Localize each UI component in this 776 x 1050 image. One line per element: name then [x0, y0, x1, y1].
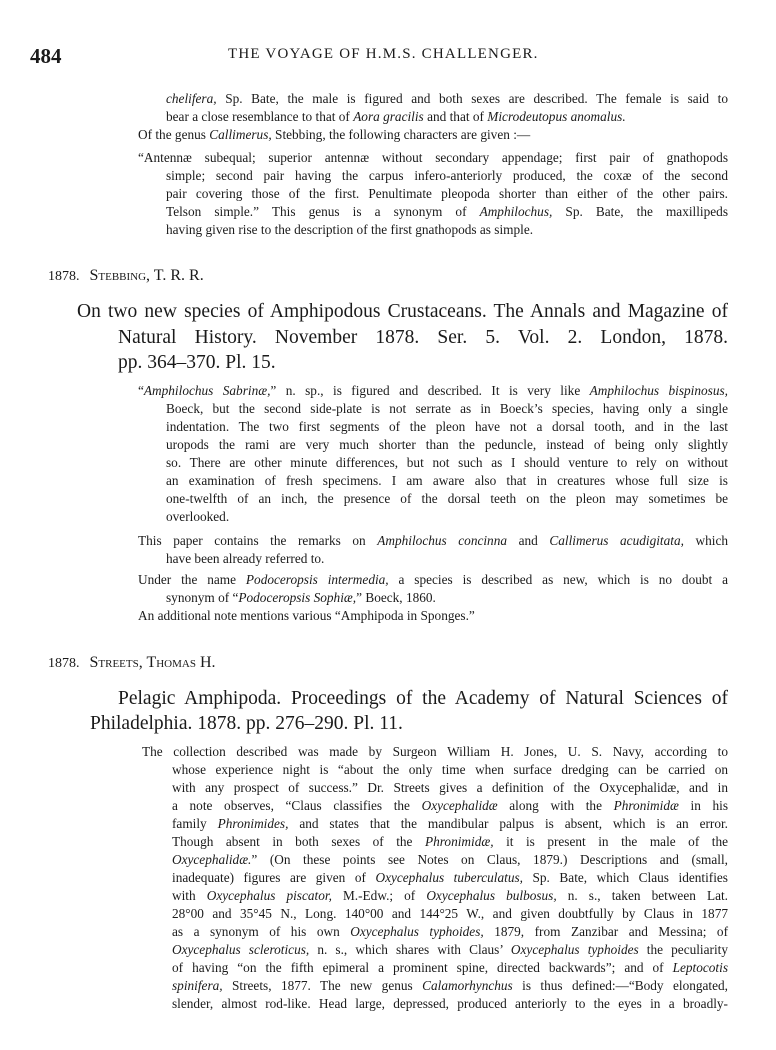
text-line: 28°00 and 35°45 N., Long. 140°00 and 144°25 W., and given doubtfully by Claus in 1877	[172, 906, 728, 921]
text-line: uropods the rami are very much shorter than the peduncle, instead of being only slightly	[166, 437, 728, 452]
text-line: chelifera, Sp. Bate, the male is figured and both sexes are described. The female is said to	[166, 91, 728, 106]
text-line: so. There are other minute differences, but not such as I should venture to rely on without	[166, 455, 728, 470]
text-line: bear a close resemblance to that of Aora gracilis and that of Microdeutopus anomalus.	[166, 109, 626, 124]
text-line: overlooked.	[166, 509, 230, 524]
text-line: having given rise to the description of the first gnathopods as simple.	[166, 222, 534, 237]
entry-title-line: On two new species of Amphipodous Crustaceans. The Annals and Magazine of	[77, 301, 728, 322]
text-line: of having “on the fifth epimeral a prominent spine, directed backwards”; and of Leptocotis	[172, 960, 728, 975]
entry-title-line: pp. 364–370. Pl. 15.	[118, 352, 276, 373]
text-line: with any prospect of success.” Dr. Streets gives a definition of the Oxycephalidæ, and in	[172, 780, 728, 795]
text-line: spinifera, Streets, 1877. The new genus Calamorhynchus is thus defined:—“Body elongated,	[172, 978, 728, 993]
text-line: as a synonym of his own Oxycephalus typhoides, 1879, from Zanzibar and Messina; of	[172, 924, 728, 939]
text-line: Of the genus Callimerus, Stebbing, the following characters are given :—	[138, 127, 531, 142]
entry-title-line: Pelagic Amphipoda. Proceedings of the Academy of Natural Sciences of	[118, 688, 728, 709]
text-line: slender, almost rod-like. Head large, depressed, produced anteriorly to the eyes in a broadly-	[172, 996, 728, 1011]
entry-year: 1878.	[48, 656, 80, 671]
text-line: have been already referred to.	[166, 551, 325, 566]
text-line: The collection described was made by Surgeon William H. Jones, U. S. Navy, according to	[142, 744, 728, 759]
entry-title-line: Natural History. November 1878. Ser. 5. Vol. 2. London, 1878.	[118, 327, 728, 348]
page-number: 484	[30, 44, 62, 68]
running-title: THE VOYAGE OF H.M.S. CHALLENGER.	[228, 46, 539, 62]
text-line: Telson simple.” This genus is a synonym of Amphilochus, Sp. Bate, the maxillipeds	[166, 204, 728, 219]
entry-heading	[48, 652, 216, 674]
text-line: Under the name Podoceropsis intermedia, a species is described as new, which is no doubt a	[138, 572, 728, 587]
text-line: An additional note mentions various “Amphipoda in Sponges.”	[138, 608, 475, 623]
text-line: “Antennæ subequal; superior antennæ without secondary appendage; first pair of gnathopods	[138, 150, 728, 165]
text-line: This paper contains the remarks on Amphilochus concinna and Callimerus acudigitata, which	[138, 533, 729, 548]
text-line: family Phronimides, and states that the mandibular palpus is absent, which is an error.	[172, 816, 728, 831]
entry-author: Streets, Thomas H.	[89, 654, 216, 671]
page-header	[30, 44, 746, 70]
entry-year: 1878.	[48, 269, 80, 284]
text-line: pair covering those of the first. Penultimate pleopoda shorter than either of the other pairs.	[166, 186, 728, 201]
text-line: Oxycephalidæ.” (On these points see Notes on Claus, 1879.) Descriptions and (small,	[172, 852, 728, 867]
text-line: a note observes, “Claus classifies the Oxycephalidæ along with the Phronimidæ in his	[172, 798, 728, 813]
text-line: whose experience night is “about the only time when surface dredging can be carried on	[172, 762, 728, 777]
text-line: “Amphilochus Sabrinæ,” n. sp., is figured and described. It is very like Amphilochus bispinosus,	[138, 383, 728, 398]
entry-author: Stebbing, T. R. R.	[89, 267, 204, 284]
text-line: simple; second pair having the carpus infero-anteriorly produced, the coxæ of the second	[166, 168, 728, 183]
text-line: synonym of “Podoceropsis Sophiæ,” Boeck, 1860.	[166, 590, 436, 605]
text-line: inadequate) figures are given of Oxycephalus tuberculatus, Sp. Bate, which Claus identifies	[172, 870, 728, 885]
text-line: one-twelfth of an inch, the presence of the dorsal teeth on the pleon may sometimes be	[166, 491, 728, 506]
text-line: indentation. The two first segments of the pleon have not a dorsal tooth, and in the last	[166, 419, 728, 434]
text-line: Oxycephalus scleroticus, n. s., which shares with Claus’ Oxycephalus typhoides the peculiarity	[172, 942, 728, 957]
text-line: an examination of fresh specimens. I am aware also that in creatures whose full size is	[166, 473, 728, 488]
entry-heading	[48, 265, 204, 287]
text-line: Boeck, but the second side-plate is not serrate as in Boeck’s species, having only a single	[166, 401, 728, 416]
text-line: Though absent in both sexes of the Phronimidæ, it is present in the male of the	[172, 834, 728, 849]
text-line: with Oxycephalus piscator, M.-Edw.; of Oxycephalus bulbosus, n. s., taken between Lat.	[172, 888, 728, 903]
entry-title-line: Philadelphia. 1878. pp. 276–290. Pl. 11.	[90, 713, 403, 734]
